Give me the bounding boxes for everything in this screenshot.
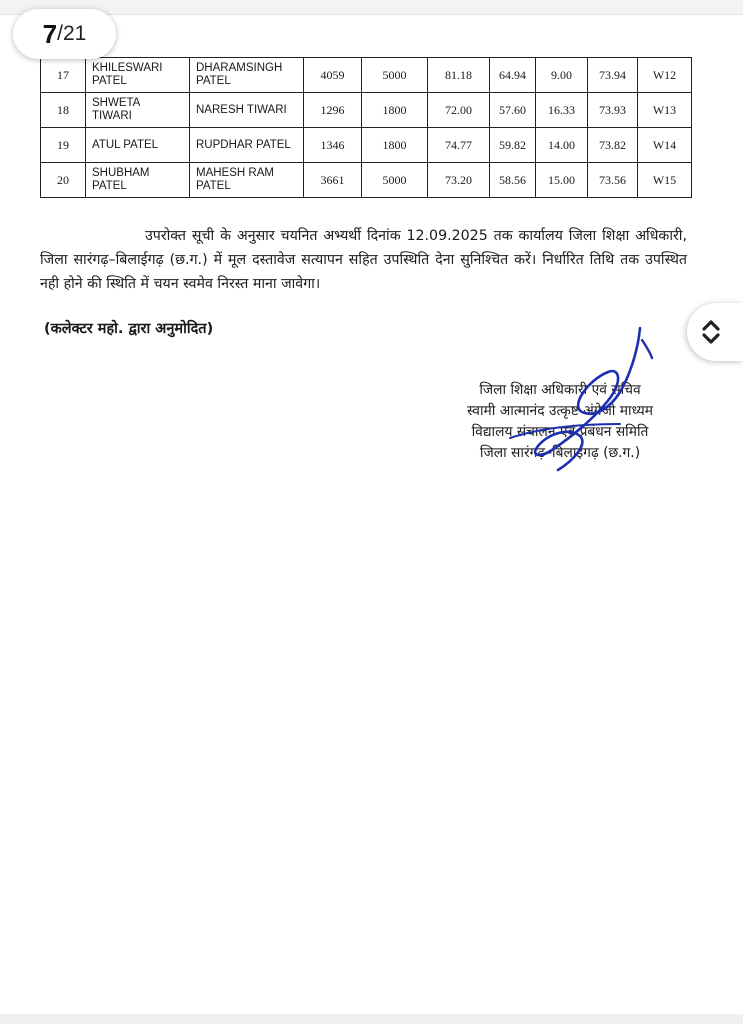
father-name: DHARAMSINGH PATEL xyxy=(190,58,304,93)
selection-list-table xyxy=(40,57,692,198)
percentage: 73.20 xyxy=(428,163,490,198)
candidate-name: SHWETA TIWARI xyxy=(86,93,190,128)
table-row xyxy=(41,93,692,128)
final-score: 73.93 xyxy=(588,93,638,128)
current-page-number: 7 xyxy=(42,18,58,49)
marks-obtained: 3661 xyxy=(304,163,362,198)
max-marks: 5000 xyxy=(362,58,428,93)
weighted-score: 57.60 xyxy=(490,93,536,128)
serial-no: 18 xyxy=(41,93,86,128)
max-marks: 1800 xyxy=(362,93,428,128)
father-name: MAHESH RAM PATEL xyxy=(190,163,304,198)
marks-obtained: 4059 xyxy=(304,58,362,93)
district-name: जिला सारंगढ़–बिलाईगढ़ (छ.ग.) xyxy=(479,445,641,461)
father-name: NARESH TIWARI xyxy=(190,93,304,128)
candidate-name: ATUL PATEL xyxy=(86,128,190,163)
viewer-top-bar xyxy=(0,0,743,15)
father-name: RUPDHAR PATEL xyxy=(190,128,304,163)
candidate-name: SHUBHAM PATEL xyxy=(86,163,190,198)
bonus-score: 16.33 xyxy=(536,93,588,128)
weighted-score: 58.56 xyxy=(490,163,536,198)
up-down-chevron-icon xyxy=(701,319,721,345)
percentage: 81.18 xyxy=(428,58,490,93)
collector-approval-note: (कलेक्टर महो. द्वारा अनुमोदित) xyxy=(44,321,214,337)
viewer-bottom-bar xyxy=(0,1014,743,1024)
final-score: 73.82 xyxy=(588,128,638,163)
serial-no: 17 xyxy=(41,58,86,93)
percentage: 72.00 xyxy=(428,93,490,128)
bonus-score: 9.00 xyxy=(536,58,588,93)
signatory-designation: जिला शिक्षा अधिकारी एवं सचिव xyxy=(479,382,641,398)
notice-paragraph xyxy=(40,224,687,296)
table-row xyxy=(41,128,692,163)
weighted-score: 59.82 xyxy=(490,128,536,163)
weighted-score: 64.94 xyxy=(490,58,536,93)
handwritten-signature xyxy=(470,320,670,490)
final-score: 73.94 xyxy=(588,58,638,93)
rank-code: W15 xyxy=(638,163,692,198)
page-indicator[interactable] xyxy=(13,9,116,59)
bonus-score: 15.00 xyxy=(536,163,588,198)
max-marks: 1800 xyxy=(362,128,428,163)
marks-obtained: 1296 xyxy=(304,93,362,128)
notice-text: उपरोक्त सूची के अनुसार चयनित अभ्यर्थी दिनांक 12.09.2025 तक कार्यालय जिला शिक्षा अधिकारी, जिला सारंगढ़–बिलाईगढ़ (छ.ग.) में मूल दस्तावेज सत्यापन सहित उपस्थिति देना सुनिश्चित करें। निर्धारित तिथि तक उपस्थित नही होने की स्थिति में चयन स्वमेव निरस्त माना जावेगा। xyxy=(40,228,687,292)
table-row xyxy=(41,58,692,93)
candidate-name: KHILESWARI PATEL xyxy=(86,58,190,93)
committee-name: विद्यालय संचालन एवं प्रबंधन समिति xyxy=(471,424,649,440)
rank-code: W14 xyxy=(638,128,692,163)
marks-obtained: 1346 xyxy=(304,128,362,163)
total-pages: /21 xyxy=(57,22,87,45)
fast-scroll-handle[interactable] xyxy=(687,303,743,361)
final-score: 73.56 xyxy=(588,163,638,198)
rank-code: W13 xyxy=(638,93,692,128)
rank-code: W12 xyxy=(638,58,692,93)
percentage: 74.77 xyxy=(428,128,490,163)
serial-no: 20 xyxy=(41,163,86,198)
max-marks: 5000 xyxy=(362,163,428,198)
bonus-score: 14.00 xyxy=(536,128,588,163)
table-row xyxy=(41,163,692,198)
school-name: स्वामी आत्मानंद उत्कृष्ट अंग्रेजी माध्यम xyxy=(466,403,654,419)
serial-no: 19 xyxy=(41,128,86,163)
